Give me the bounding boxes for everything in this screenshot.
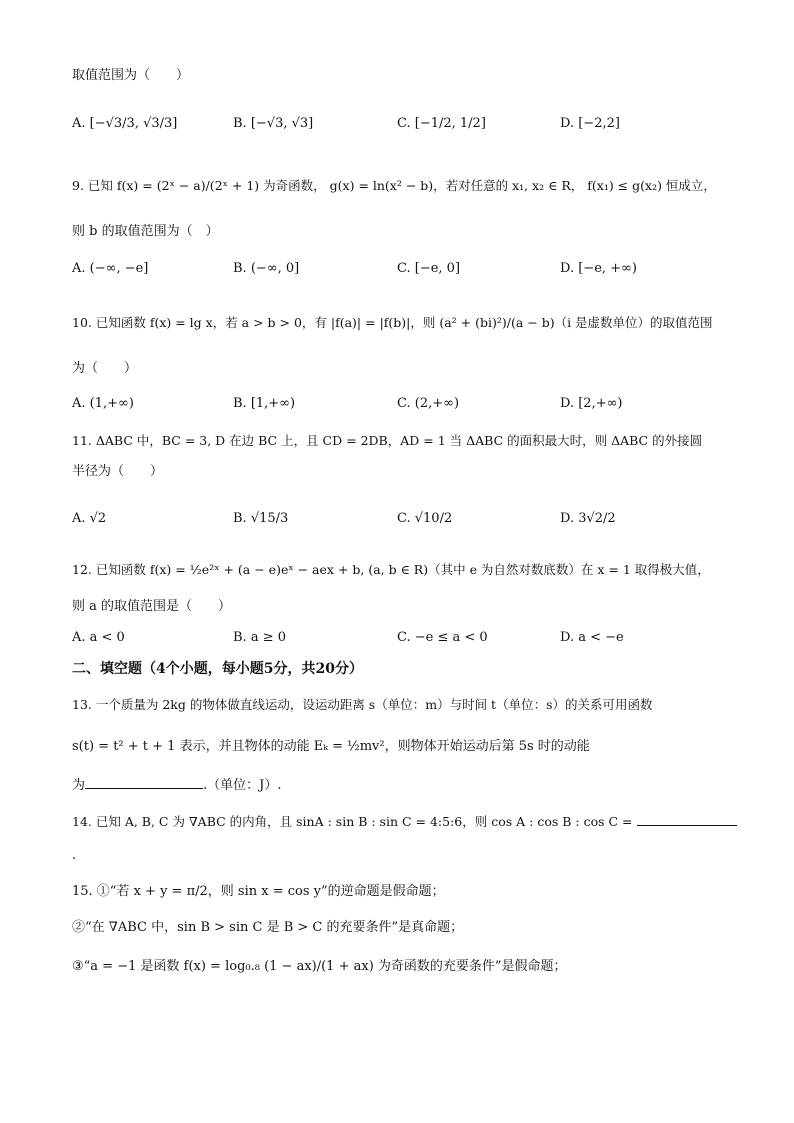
q9-option-a: A. (−∞, −e] [72, 261, 149, 276]
q11-option-c: C. √10/2 [397, 511, 453, 526]
q15-statement-1: 15. ①“若 x + y = π/2，则 sin x = cos y”的逆命题是假命题； [72, 884, 445, 899]
q13-answer-prefix: 为 [72, 778, 86, 793]
q8-option-c: C. [−1/2, 1/2] [397, 116, 486, 131]
q11-option-a: A. √2 [72, 511, 107, 526]
q12-option-a: A. a < 0 [72, 630, 125, 645]
q11-stem: 11. ΔABC 中，BC = 3, D 在边 BC 上，且 CD = 2DB，AD = 1 当 ΔABC 的面积最大时，则 ΔABC 的外接圆 [72, 433, 703, 448]
q14-answer-blank[interactable] [637, 812, 737, 826]
q10-stem: 10. 已知函数 f(x) = lg x，若 a > b > 0，有 |f(a)| = |f(b)|，则 (a² + (bi)²)/(a − b)（i 是虚数单位）的取值范围 [72, 315, 713, 330]
q12-option-d: D. a < −e [560, 630, 624, 645]
q9-option-c: C. [−e, 0] [397, 261, 461, 276]
q10-option-d: D. [2,+∞) [560, 396, 623, 411]
q15-statement-2: ②“在 ∇ABC 中，sin B > sin C 是 B > C 的充要条件”是真命题； [72, 920, 464, 935]
q13-answer-unit: .（单位：J）. [203, 778, 282, 793]
q13-answer-line [72, 775, 282, 796]
q13-answer-blank[interactable] [85, 775, 203, 789]
q14-stem [72, 812, 737, 832]
q8-option-a: A. [−√3/3, √3/3] [72, 116, 178, 131]
q9-option-b: B. (−∞, 0] [233, 261, 300, 276]
q12-option-b: B. a ≥ 0 [233, 630, 286, 645]
q13-stem-line2: s(t) = t² + t + 1 表示，并且物体的动能 Eₖ = ½mv²，则物体开始运动后第 5s 时的动能 [72, 739, 590, 754]
q9-stem: 9. 已知 f(x) = (2ˣ − a)/(2ˣ + 1) 为奇函数， g(x) = ln(x² − b)，若对任意的 x₁, x₂ ∈ R， f(x₁) ≤ g(x₂) 恒成立， [72, 178, 716, 193]
q11-option-b: B. √15/3 [233, 511, 289, 526]
q12-stem: 12. 已知函数 f(x) = ½e²ˣ + (a − e)eˣ − aex + b, (a, b ∈ R)（其中 e 为自然对数底数）在 x = 1 取得极大值， [72, 562, 710, 577]
q8-option-d: D. [−2,2] [560, 116, 620, 131]
q10-option-b: B. [1,+∞) [233, 396, 296, 411]
q8-option-b: B. [−√3, √3] [233, 116, 314, 131]
q11-stem-line2: 半径为（ ） [72, 464, 164, 479]
q14-stem-text: 14. 已知 A, B, C 为 ∇ABC 的内角，且 sinA : sin B : sin C = 4:5:6，则 cos A : cos B : cos C = [72, 814, 633, 829]
q10-stem-line2: 为（ ） [72, 361, 138, 376]
section-title-fill-in: 二、填空题（4个小题，每小题5分，共20分） [72, 661, 363, 677]
q11-option-d: D. 3√2/2 [560, 511, 616, 526]
q9-option-d: D. [−e, +∞) [560, 261, 637, 276]
q10-option-c: C. (2,+∞) [397, 396, 460, 411]
q12-stem-line2: 则 a 的取值范围是（ ） [72, 599, 232, 614]
q9-stem-line2: 则 b 的取值范围为（ ） [72, 224, 219, 239]
q10-option-a: A. (1,+∞) [72, 396, 134, 411]
q8-tail: 取值范围为（ ） [72, 68, 190, 83]
q12-option-c: C. −e ≤ a < 0 [397, 630, 488, 645]
q14-stem-line2: . [72, 848, 77, 863]
q15-statement-3: ③“a = −1 是函数 f(x) = log₀.₈ (1 − ax)/(1 + ax) 为奇函数的充要条件”是假命题； [72, 959, 567, 974]
q13-stem: 13. 一个质量为 2kg 的物体做直线运动，设运动距离 s（单位：m）与时间 t（单位：s）的关系可用函数 [72, 697, 653, 712]
